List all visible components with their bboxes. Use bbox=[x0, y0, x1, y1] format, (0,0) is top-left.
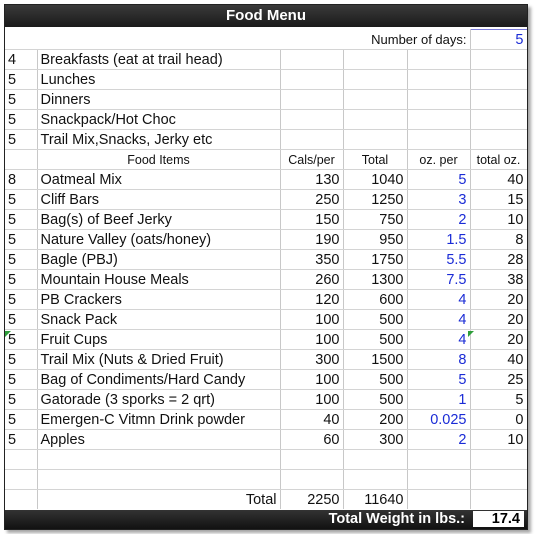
empty-cell[interactable] bbox=[5, 470, 37, 490]
item-qty[interactable]: 5 bbox=[5, 310, 37, 330]
empty-cell[interactable] bbox=[343, 130, 407, 150]
comment-marker bbox=[5, 331, 11, 337]
meal-row bbox=[5, 70, 527, 90]
item-qty[interactable]: 8 bbox=[5, 170, 37, 190]
meal-name[interactable]: Dinners bbox=[37, 90, 280, 110]
item-total-oz[interactable]: 38 bbox=[470, 270, 527, 290]
item-qty[interactable]: 5 bbox=[5, 290, 37, 310]
meal-qty[interactable]: 4 bbox=[5, 50, 37, 70]
empty-cell[interactable] bbox=[470, 50, 527, 70]
meal-row bbox=[5, 130, 527, 150]
totals-total[interactable]: 11640 bbox=[343, 490, 407, 510]
item-total-oz[interactable]: 10 bbox=[470, 430, 527, 450]
empty-cell[interactable] bbox=[280, 90, 343, 110]
days-row bbox=[5, 30, 527, 50]
item-total-oz[interactable]: 40 bbox=[470, 350, 527, 370]
item-cals[interactable]: 100 bbox=[280, 330, 343, 350]
item-total-oz[interactable]: 20 bbox=[470, 310, 527, 330]
food-row bbox=[5, 170, 527, 190]
item-name[interactable]: Trail Mix (Nuts & Dried Fruit) bbox=[37, 350, 280, 370]
item-oz[interactable]: 1.5 bbox=[407, 230, 470, 250]
item-oz[interactable]: 2 bbox=[407, 430, 470, 450]
item-qty[interactable]: 5 bbox=[5, 390, 37, 410]
item-qty[interactable]: 5 bbox=[5, 350, 37, 370]
item-qty[interactable]: 5 bbox=[5, 430, 37, 450]
empty-cell[interactable] bbox=[343, 110, 407, 130]
meal-name[interactable]: Trail Mix,Snacks, Jerky etc bbox=[37, 130, 280, 150]
item-total[interactable]: 500 bbox=[343, 370, 407, 390]
header-empty bbox=[5, 150, 37, 170]
sheet-title: Food Menu bbox=[5, 5, 527, 27]
item-qty[interactable]: 5 bbox=[5, 410, 37, 430]
empty-cell[interactable] bbox=[470, 90, 527, 110]
empty-cell[interactable] bbox=[470, 110, 527, 130]
item-total[interactable]: 950 bbox=[343, 230, 407, 250]
item-oz[interactable]: 0.025 bbox=[407, 410, 470, 430]
meal-row bbox=[5, 90, 527, 110]
empty-cell[interactable] bbox=[343, 470, 407, 490]
item-qty[interactable]: 5 bbox=[5, 230, 37, 250]
item-qty[interactable]: 5 bbox=[5, 330, 37, 350]
item-name[interactable]: Oatmeal Mix bbox=[37, 170, 280, 190]
footer-bar bbox=[5, 510, 527, 529]
item-total-oz[interactable]: 20 bbox=[470, 330, 527, 350]
item-total[interactable]: 500 bbox=[343, 330, 407, 350]
blank-row bbox=[5, 470, 527, 490]
empty-cell[interactable] bbox=[407, 470, 470, 490]
empty-cell[interactable] bbox=[280, 470, 343, 490]
item-name[interactable]: Snack Pack bbox=[37, 310, 280, 330]
days-label: Number of days: bbox=[5, 30, 470, 50]
item-oz[interactable]: 5 bbox=[407, 170, 470, 190]
empty-cell[interactable] bbox=[280, 130, 343, 150]
item-total[interactable]: 500 bbox=[343, 310, 407, 330]
item-cals[interactable]: 150 bbox=[280, 210, 343, 230]
comment-marker bbox=[468, 331, 474, 337]
item-name[interactable]: Apples bbox=[37, 430, 280, 450]
item-total[interactable]: 750 bbox=[343, 210, 407, 230]
empty-cell[interactable] bbox=[470, 450, 527, 470]
item-oz[interactable]: 7.5 bbox=[407, 270, 470, 290]
meal-qty[interactable]: 5 bbox=[5, 90, 37, 110]
empty-cell[interactable] bbox=[343, 50, 407, 70]
item-name[interactable]: Bagle (PBJ) bbox=[37, 250, 280, 270]
empty-cell[interactable] bbox=[280, 50, 343, 70]
meal-qty[interactable]: 5 bbox=[5, 110, 37, 130]
spreadsheet-frame bbox=[4, 4, 528, 530]
header-total: Total bbox=[343, 150, 407, 170]
header-oz-per: oz. per bbox=[407, 150, 470, 170]
empty-cell[interactable] bbox=[407, 450, 470, 470]
item-total[interactable]: 300 bbox=[343, 430, 407, 450]
item-oz[interactable]: 1 bbox=[407, 390, 470, 410]
item-oz[interactable]: 3 bbox=[407, 190, 470, 210]
item-name[interactable]: Fruit Cups bbox=[37, 330, 280, 350]
empty-cell[interactable] bbox=[37, 450, 280, 470]
column-header-row bbox=[5, 150, 527, 170]
meal-qty[interactable]: 5 bbox=[5, 70, 37, 90]
food-row bbox=[5, 390, 527, 410]
item-qty[interactable]: 5 bbox=[5, 210, 37, 230]
food-row bbox=[5, 370, 527, 390]
item-cals[interactable]: 120 bbox=[280, 290, 343, 310]
meal-row bbox=[5, 110, 527, 130]
empty-cell[interactable] bbox=[280, 110, 343, 130]
item-oz[interactable]: 5 bbox=[407, 370, 470, 390]
empty-cell bbox=[470, 490, 527, 510]
item-cals[interactable]: 250 bbox=[280, 190, 343, 210]
total-weight-label: Total Weight in lbs.: bbox=[328, 511, 465, 527]
meal-name[interactable]: Snackpack/Hot Choc bbox=[37, 110, 280, 130]
empty-cell[interactable] bbox=[407, 70, 470, 90]
meal-qty[interactable]: 5 bbox=[5, 130, 37, 150]
food-row bbox=[5, 270, 527, 290]
food-row bbox=[5, 250, 527, 270]
empty-cell bbox=[407, 490, 470, 510]
item-cals[interactable]: 130 bbox=[280, 170, 343, 190]
header-food-items: Food Items bbox=[37, 150, 280, 170]
item-qty[interactable]: 5 bbox=[5, 270, 37, 290]
item-name[interactable]: Mountain House Meals bbox=[37, 270, 280, 290]
item-total-oz[interactable]: 0 bbox=[470, 410, 527, 430]
food-row bbox=[5, 310, 527, 330]
empty-cell[interactable] bbox=[470, 130, 527, 150]
header-cals-per: Cals/per bbox=[280, 150, 343, 170]
item-qty[interactable]: 5 bbox=[5, 190, 37, 210]
food-row bbox=[5, 410, 527, 430]
item-oz[interactable]: 4 bbox=[407, 330, 470, 350]
food-row bbox=[5, 190, 527, 210]
item-name[interactable]: Nature Valley (oats/honey) bbox=[37, 230, 280, 250]
item-total[interactable]: 1750 bbox=[343, 250, 407, 270]
item-name[interactable]: Cliff Bars bbox=[37, 190, 280, 210]
item-total-oz[interactable]: 28 bbox=[470, 250, 527, 270]
item-total-oz[interactable]: 8 bbox=[470, 230, 527, 250]
item-name[interactable]: PB Crackers bbox=[37, 290, 280, 310]
empty-cell[interactable] bbox=[37, 470, 280, 490]
totals-cals[interactable]: 2250 bbox=[280, 490, 343, 510]
empty-cell[interactable] bbox=[343, 90, 407, 110]
item-cals[interactable]: 190 bbox=[280, 230, 343, 250]
item-oz[interactable]: 8 bbox=[407, 350, 470, 370]
item-cals[interactable]: 350 bbox=[280, 250, 343, 270]
item-total-oz[interactable]: 15 bbox=[470, 190, 527, 210]
totals-label: Total bbox=[37, 490, 280, 510]
empty-cell[interactable] bbox=[343, 450, 407, 470]
item-qty[interactable]: 5 bbox=[5, 250, 37, 270]
item-oz[interactable]: 2 bbox=[407, 210, 470, 230]
empty-cell[interactable] bbox=[407, 130, 470, 150]
item-name[interactable]: Bag of Condiments/Hard Candy bbox=[37, 370, 280, 390]
item-cals[interactable]: 40 bbox=[280, 410, 343, 430]
item-total-oz[interactable]: 25 bbox=[470, 370, 527, 390]
item-qty[interactable]: 5 bbox=[5, 370, 37, 390]
meal-name[interactable]: Lunches bbox=[37, 70, 280, 90]
item-total[interactable]: 600 bbox=[343, 290, 407, 310]
empty-cell[interactable] bbox=[343, 70, 407, 90]
item-name[interactable]: Gatorade (3 sporks = 2 qrt) bbox=[37, 390, 280, 410]
empty-cell[interactable] bbox=[407, 110, 470, 130]
food-row bbox=[5, 230, 527, 250]
item-cals[interactable]: 100 bbox=[280, 390, 343, 410]
food-row bbox=[5, 290, 527, 310]
empty-cell[interactable] bbox=[407, 90, 470, 110]
empty-cell[interactable] bbox=[280, 450, 343, 470]
empty-cell[interactable] bbox=[407, 50, 470, 70]
item-cals[interactable]: 260 bbox=[280, 270, 343, 290]
food-row bbox=[5, 210, 527, 230]
item-total[interactable]: 1300 bbox=[343, 270, 407, 290]
meal-row bbox=[5, 50, 527, 70]
item-oz[interactable]: 4 bbox=[407, 290, 470, 310]
item-total[interactable]: 1250 bbox=[343, 190, 407, 210]
item-oz[interactable]: 4 bbox=[407, 310, 470, 330]
empty-cell[interactable] bbox=[5, 450, 37, 470]
food-row bbox=[5, 350, 527, 370]
item-cals[interactable]: 100 bbox=[280, 310, 343, 330]
empty-cell[interactable] bbox=[470, 470, 527, 490]
item-total[interactable]: 1040 bbox=[343, 170, 407, 190]
item-total[interactable]: 500 bbox=[343, 390, 407, 410]
item-total-oz[interactable]: 40 bbox=[470, 170, 527, 190]
total-weight-value[interactable]: 17.4 bbox=[473, 511, 524, 527]
item-cals[interactable]: 100 bbox=[280, 370, 343, 390]
item-name[interactable]: Emergen-C Vitmn Drink powder bbox=[37, 410, 280, 430]
item-total-oz[interactable]: 10 bbox=[470, 210, 527, 230]
item-total[interactable]: 1500 bbox=[343, 350, 407, 370]
meal-name[interactable]: Breakfasts (eat at trail head) bbox=[37, 50, 280, 70]
item-total-oz[interactable]: 20 bbox=[470, 290, 527, 310]
item-name[interactable]: Bag(s) of Beef Jerky bbox=[37, 210, 280, 230]
header-total-oz: total oz. bbox=[470, 150, 527, 170]
food-row bbox=[5, 330, 527, 350]
blank-row bbox=[5, 450, 527, 470]
food-row bbox=[5, 430, 527, 450]
totals-row bbox=[5, 490, 527, 510]
item-total-oz[interactable]: 5 bbox=[470, 390, 527, 410]
item-total[interactable]: 200 bbox=[343, 410, 407, 430]
empty-cell[interactable] bbox=[470, 70, 527, 90]
empty-cell[interactable] bbox=[280, 70, 343, 90]
food-table bbox=[5, 29, 528, 509]
days-input[interactable]: 5 bbox=[470, 30, 527, 50]
item-cals[interactable]: 300 bbox=[280, 350, 343, 370]
item-oz[interactable]: 5.5 bbox=[407, 250, 470, 270]
item-cals[interactable]: 60 bbox=[280, 430, 343, 450]
empty-cell bbox=[5, 490, 37, 510]
